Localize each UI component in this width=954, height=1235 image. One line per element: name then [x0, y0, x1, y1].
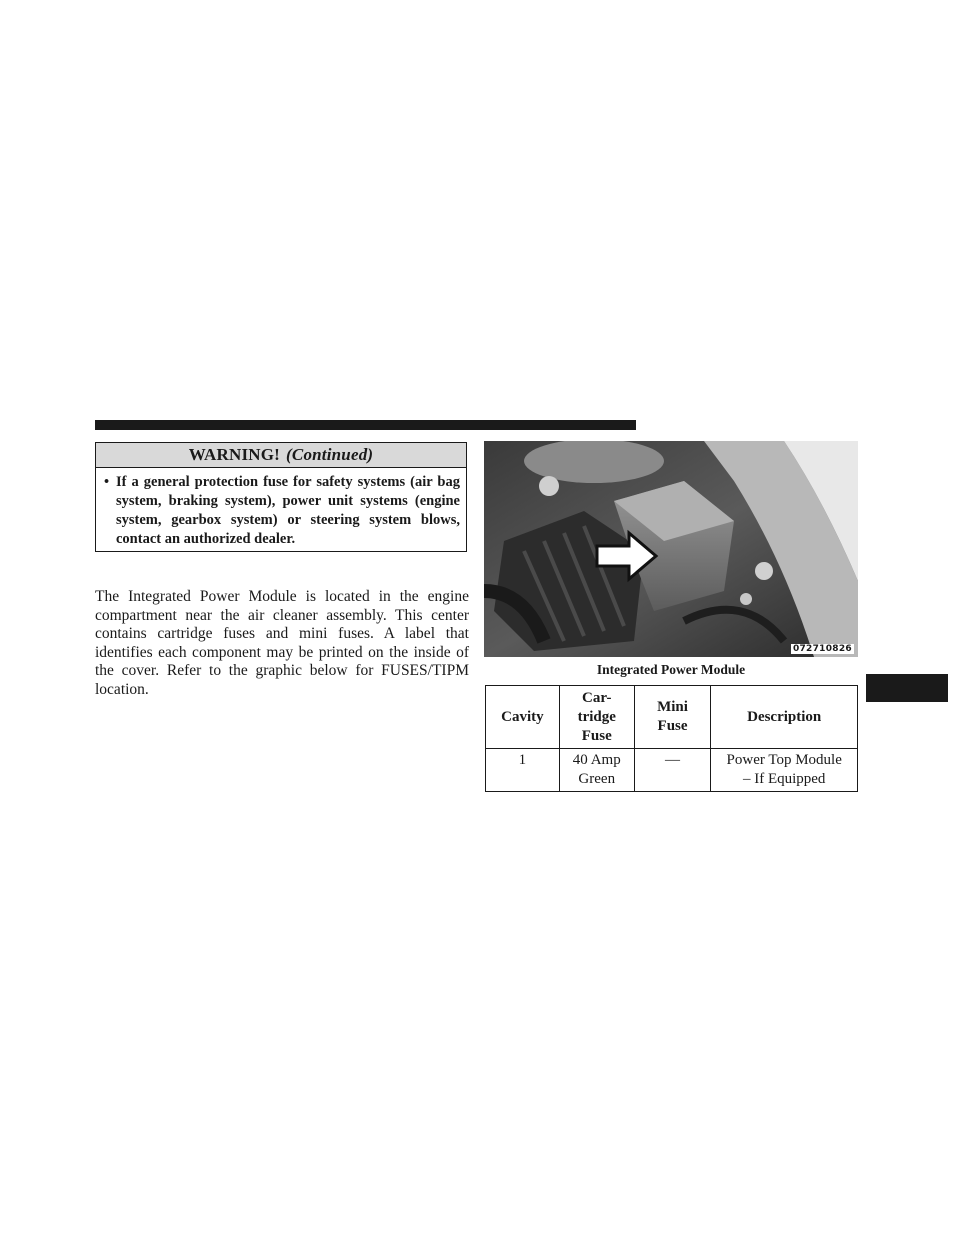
table-header-row — [486, 686, 858, 749]
header-description: Description — [711, 686, 858, 749]
cell-cartridge-fuse: 40 Amp Green — [559, 749, 634, 792]
engine-photo-graphic — [484, 441, 858, 657]
header-cartridge-fuse: Car- tridge Fuse — [559, 686, 634, 749]
figure-caption: Integrated Power Module — [596, 662, 746, 677]
image-code: 072710826 — [792, 644, 852, 654]
bullet-icon: • — [104, 474, 110, 490]
warning-continued: (Continued) — [286, 445, 374, 464]
chapter-tab-marker — [866, 674, 948, 702]
body-paragraph: The Integrated Power Module is located in the engine compartment near the air cleaner assembly. This center contains cartridge fuses and mini fuses. A label that identifies each component may be printed on the inside of the cover. Refer to the graphic below for FUSES/TIPM location. — [95, 588, 469, 698]
cell-description: Power Top Module – If Equipped — [711, 749, 858, 792]
cell-mini-fuse: — — [634, 749, 711, 792]
warning-item — [104, 473, 460, 549]
header-mini-fuse: Mini Fuse — [634, 686, 711, 749]
warning-header — [96, 443, 466, 468]
warning-box — [95, 442, 467, 552]
section-rule — [95, 420, 636, 430]
table-row — [486, 749, 858, 792]
engine-compartment-photo — [484, 441, 858, 657]
cell-cavity: 1 — [486, 749, 560, 792]
header-cavity: Cavity — [486, 686, 560, 749]
warning-title: WARNING! — [188, 445, 281, 464]
warning-body — [96, 468, 466, 549]
fuse-table — [485, 685, 858, 792]
warning-item-text: If a general protection fuse for safety systems (air bag system, braking system), power unit systems (engine system, gearbox system) or steering system blows, contact an authorized dealer. — [116, 474, 460, 547]
